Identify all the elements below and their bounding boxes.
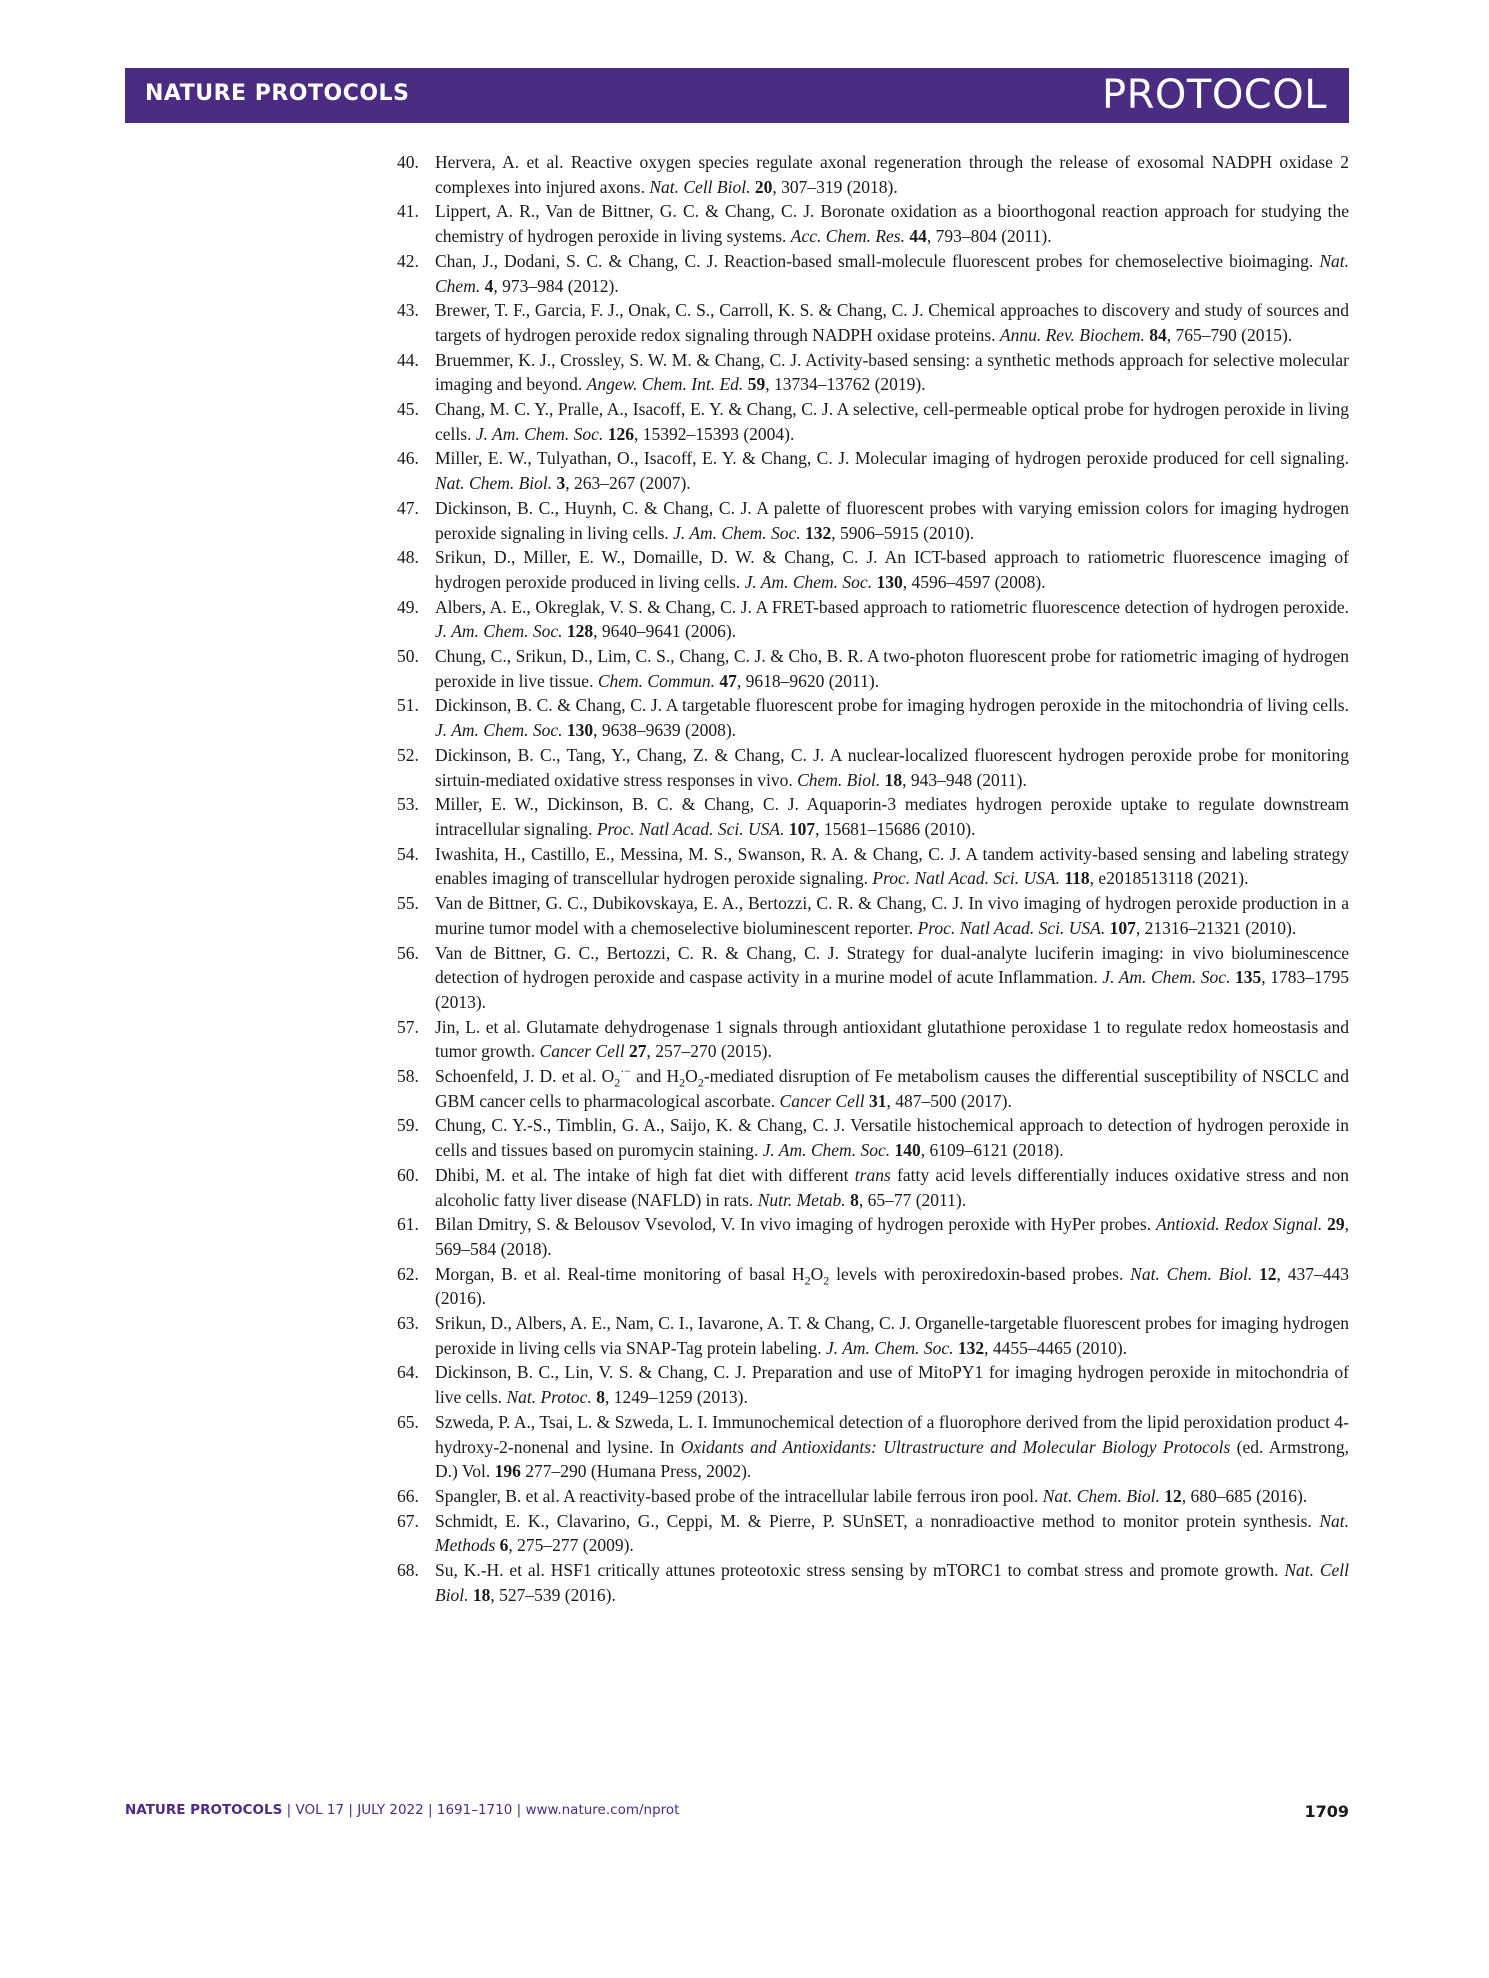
reference-item: [397, 743, 1349, 792]
reference-item: [397, 891, 1349, 940]
reference-number: 42.: [397, 250, 419, 271]
reference-text: Schoenfeld, J. D. et al. $O_2^{\cdot-}$ and $H_2O_2$-mediated disruption of Fe metabolism causes the differential susceptibility of NSCLC and GBM cancer cells to pharmacological ascorbate. Cancer Cell 31, 487–500 (2017).: [435, 1064, 1349, 1111]
reference-item: [397, 842, 1349, 891]
reference-item: [397, 150, 1349, 199]
reference-text: Miller, E. W., Dickinson, B. C. & Chang, C. J. Aquaporin-3 mediates hydrogen peroxide uptake to regulate downstream intracellular signaling. Proc. Natl Acad. Sci. USA. 107, 15681–15686 (2010).: [435, 794, 1349, 839]
footer-citation-line: [125, 1802, 679, 1818]
reference-item: [397, 1484, 1349, 1509]
reference-text: Dickinson, B. C., Huynh, C. & Chang, C. J. A palette of fluorescent probes with varying emission colors for imaging hydrogen peroxide signaling in living cells. J. Am. Chem. Soc. 132, 5906–5915 (2010).: [435, 497, 1349, 543]
reference-text: Bilan Dmitry, S. & Belousov Vsevolod, V. In vivo imaging of hydrogen peroxide with HyPer probes. Antioxid. Redox Signal. 29, 569–584 (2018).: [435, 1214, 1349, 1259]
reference-item: [397, 199, 1349, 248]
reference-text: Dhibi, M. et al. The intake of high fat diet with different trans fatty acid levels differentially induces oxidative stress and non alcoholic fatty liver disease (NAFLD) in rats. Nutr. Metab. 8, 65–77 (2011).: [435, 1164, 1349, 1210]
reference-number: 66.: [397, 1485, 419, 1506]
reference-number: 58.: [397, 1066, 419, 1087]
reference-number: 63.: [397, 1313, 419, 1334]
reference-text: Spangler, B. et al. A reactivity-based probe of the intracellular labile ferrous iron pool. Nat. Chem. Biol. 12, 680–685 (2016).: [435, 1485, 1308, 1506]
reference-text: Chung, C., Srikun, D., Lim, C. S., Chang, C. J. & Cho, B. R. A two-photon fluorescent probe for ratiometric imaging of hydrogen peroxide in live tissue. Chem. Commun. 47, 9618–9620 (2011).: [435, 646, 1349, 691]
reference-text: Dickinson, B. C., Lin, V. S. & Chang, C. J. Preparation and use of MitoPY1 for imaging hydrogen peroxide in mitochondria of live cells. Nat. Protoc. 8, 1249–1259 (2013).: [435, 1362, 1349, 1408]
reference-number: 64.: [397, 1362, 419, 1383]
reference-item: [397, 1212, 1349, 1261]
journal-header-bar: [125, 68, 1349, 123]
reference-number: 47.: [397, 497, 419, 518]
reference-number: 43.: [397, 300, 419, 321]
reference-text: Albers, A. E., Okreglak, V. S. & Chang, C. J. A FRET-based approach to ratiometric fluorescence detection of hydrogen peroxide. J. Am. Chem. Soc. 128, 9640–9641 (2006).: [435, 596, 1349, 642]
reference-number: 44.: [397, 349, 419, 370]
reference-item: [397, 348, 1349, 397]
reference-item: [397, 1311, 1349, 1360]
reference-number: 67.: [397, 1510, 419, 1531]
reference-number: 53.: [397, 794, 419, 815]
reference-text: Su, K.-H. et al. HSF1 critically attunes proteotoxic stress sensing by mTORC1 to combat stress and promote growth. Nat. Cell Biol. 18, 527–539 (2016).: [435, 1560, 1349, 1605]
reference-number: 56.: [397, 942, 419, 963]
reference-item: [397, 397, 1349, 446]
reference-text: Morgan, B. et al. Real-time monitoring of basal $H_2O_2$ levels with peroxiredoxin-based probes. Nat. Chem. Biol. 12, 437–443 (2016).: [435, 1263, 1349, 1309]
reference-item: [397, 298, 1349, 347]
reference-text: Lippert, A. R., Van de Bittner, G. C. & Chang, C. J. Boronate oxidation as a bioorthogonal reaction approach for studying the chemistry of hydrogen peroxide in living systems. Acc. Chem. Res. 44, 793–804 (2011).: [435, 201, 1349, 247]
reference-number: 62.: [397, 1263, 419, 1284]
reference-item: [397, 1113, 1349, 1162]
reference-item: [397, 1509, 1349, 1558]
reference-text: Brewer, T. F., Garcia, F. J., Onak, C. S., Carroll, K. S. & Chang, C. J. Chemical approaches to discovery and study of sources and targets of hydrogen peroxide redox signaling through NADPH oxidase proteins. Annu. Rev. Biochem. 84, 765–790 (2015).: [435, 300, 1349, 345]
reference-number: 48.: [397, 547, 419, 568]
reference-number: 49.: [397, 596, 419, 617]
reference-number: 59.: [397, 1115, 419, 1136]
reference-text: Chang, M. C. Y., Pralle, A., Isacoff, E. Y. & Chang, C. J. A selective, cell-permeable optical probe for hydrogen peroxide in living cells. J. Am. Chem. Soc. 126, 15392–15393 (2004).: [435, 399, 1349, 444]
reference-text: Chung, C. Y.-S., Timblin, G. A., Saijo, K. & Chang, C. J. Versatile histochemical approach to detection of hydrogen peroxide in cells and tissues based on puromycin staining. J. Am. Chem. Soc. 140, 6109–6121 (2018).: [435, 1115, 1349, 1161]
reference-item: [397, 644, 1349, 693]
reference-number: 40.: [397, 152, 419, 172]
reference-text: Dickinson, B. C., Tang, Y., Chang, Z. & Chang, C. J. A nuclear-localized fluorescent hydrogen peroxide probe for monitoring sirtuin-mediated oxidative stress responses in vivo. Chem. Biol. 18, 943–948 (2011).: [435, 744, 1349, 790]
reference-number: 46.: [397, 448, 419, 469]
reference-item: [397, 1410, 1349, 1484]
reference-item: [397, 446, 1349, 495]
reference-text: Miller, E. W., Tulyathan, O., Isacoff, E. Y. & Chang, C. J. Molecular imaging of hydrogen peroxide produced for cell signaling. Nat. Chem. Biol. 3, 263–267 (2007).: [435, 448, 1349, 494]
reference-number: 45.: [397, 399, 419, 420]
footer-journal-name: NATURE PROTOCOLS: [125, 1802, 283, 1818]
reference-item: [397, 941, 1349, 1015]
reference-number: 68.: [397, 1560, 419, 1581]
reference-number: 54.: [397, 843, 419, 864]
reference-item: [397, 792, 1349, 841]
reference-text: Bruemmer, K. J., Crossley, S. W. M. & Chang, C. J. Activity-based sensing: a synthetic methods approach for selective molecular imaging and beyond. Angew. Chem. Int. Ed. 59, 13734–13762 (2019).: [435, 349, 1349, 395]
footer-citation: | VOL 17 | JULY 2022 | 1691–1710 | www.nature.com/nprot: [282, 1802, 680, 1818]
reference-text: Srikun, D., Miller, E. W., Domaille, D. W. & Chang, C. J. An ICT-based approach to ratiometric fluorescence imaging of hydrogen peroxide produced in living cells. J. Am. Chem. Soc. 130, 4596–4597 (2008).: [435, 547, 1349, 592]
reference-item: [397, 1558, 1349, 1607]
reference-number: 57.: [397, 1016, 419, 1037]
reference-number: 51.: [397, 695, 419, 716]
reference-number: 60.: [397, 1164, 419, 1185]
reference-number: 41.: [397, 201, 419, 222]
reference-text: Dickinson, B. C. & Chang, C. J. A targetable fluorescent probe for imaging hydrogen peroxide in the mitochondria of living cells. J. Am. Chem. Soc. 130, 9638–9639 (2008).: [435, 695, 1349, 741]
reference-item: [397, 1360, 1349, 1409]
reference-text: Szweda, P. A., Tsai, L. & Szweda, L. I. Immunochemical detection of a fluorophore derived from the lipid peroxidation product 4-hydroxy-2-nonenal and lysine. In Oxidants and Antioxidants: Ultrastructure and Molecular Biology Protocols (ed. Armstrong, D.) Vol. 196 277–290 (Humana Press, 2002).: [435, 1411, 1349, 1482]
reference-text: Jin, L. et al. Glutamate dehydrogenase 1 signals through antioxidant glutathione peroxidase 1 to regulate redox homeostasis and tumor growth. Cancer Cell 27, 257–270 (2015).: [435, 1016, 1349, 1062]
reference-text: Hervera, A. et al. Reactive oxygen species regulate axonal regeneration through the release of exosomal NADPH oxidase 2 complexes into injured axons. Nat. Cell Biol. 20, 307–319 (2018).: [435, 152, 1349, 197]
reference-text: Iwashita, H., Castillo, E., Messina, M. S., Swanson, R. A. & Chang, C. J. A tandem activity-based sensing and labeling strategy enables imaging of transcellular hydrogen peroxide signaling. Proc. Natl Acad. Sci. USA. 118, e2018513118 (2021).: [435, 843, 1349, 889]
article-type: PROTOCOL: [1101, 72, 1327, 118]
reference-item: [397, 693, 1349, 742]
reference-item: [397, 595, 1349, 644]
reference-text: Schmidt, E. K., Clavarino, G., Ceppi, M. & Pierre, P. SUnSET, a nonradioactive method to monitor protein synthesis. Nat. Methods 6, 275–277 (2009).: [435, 1510, 1349, 1556]
reference-text: Chan, J., Dodani, S. C. & Chang, C. J. Reaction-based small-molecule fluorescent probes for chemoselective bioimaging. Nat. Chem. 4, 973–984 (2012).: [435, 250, 1349, 296]
reference-number: 52.: [397, 744, 419, 765]
reference-number: 61.: [397, 1214, 419, 1235]
reference-text: Van de Bittner, G. C., Bertozzi, C. R. & Chang, C. J. Strategy for dual-analyte luciferin imaging: in vivo bioluminescence detection of hydrogen peroxide and caspase activity in a murine model of acute Inflammation. J. Am. Chem. Soc. 135, 1783–1795 (2013).: [435, 942, 1350, 1012]
reference-item: [397, 1015, 1349, 1064]
reference-item: [397, 545, 1349, 594]
reference-item: [397, 1262, 1349, 1311]
reference-number: 55.: [397, 893, 419, 914]
reference-item: [397, 496, 1349, 545]
reference-list: [397, 150, 1349, 1607]
journal-name: NATURE PROTOCOLS: [145, 81, 410, 106]
page-number: 1709: [1304, 1802, 1349, 1821]
reference-item: [397, 249, 1349, 298]
reference-text: Van de Bittner, G. C., Dubikovskaya, E. A., Bertozzi, C. R. & Chang, C. J. In vivo imaging of hydrogen peroxide production in a murine tumor model with a chemoselective bioluminescent reporter. Proc. Natl Acad. Sci. USA. 107, 21316–21321 (2010).: [435, 893, 1349, 938]
reference-number: 50.: [397, 646, 419, 667]
reference-item: [397, 1163, 1349, 1212]
reference-text: Srikun, D., Albers, A. E., Nam, C. I., Iavarone, A. T. & Chang, C. J. Organelle-targetable fluorescent probes for imaging hydrogen peroxide in living cells via SNAP-Tag protein labeling. J. Am. Chem. Soc. 132, 4455–4465 (2010).: [435, 1313, 1349, 1358]
page-footer: [125, 1802, 1349, 1826]
reference-number: 65.: [397, 1411, 419, 1432]
reference-item: [397, 1064, 1349, 1113]
